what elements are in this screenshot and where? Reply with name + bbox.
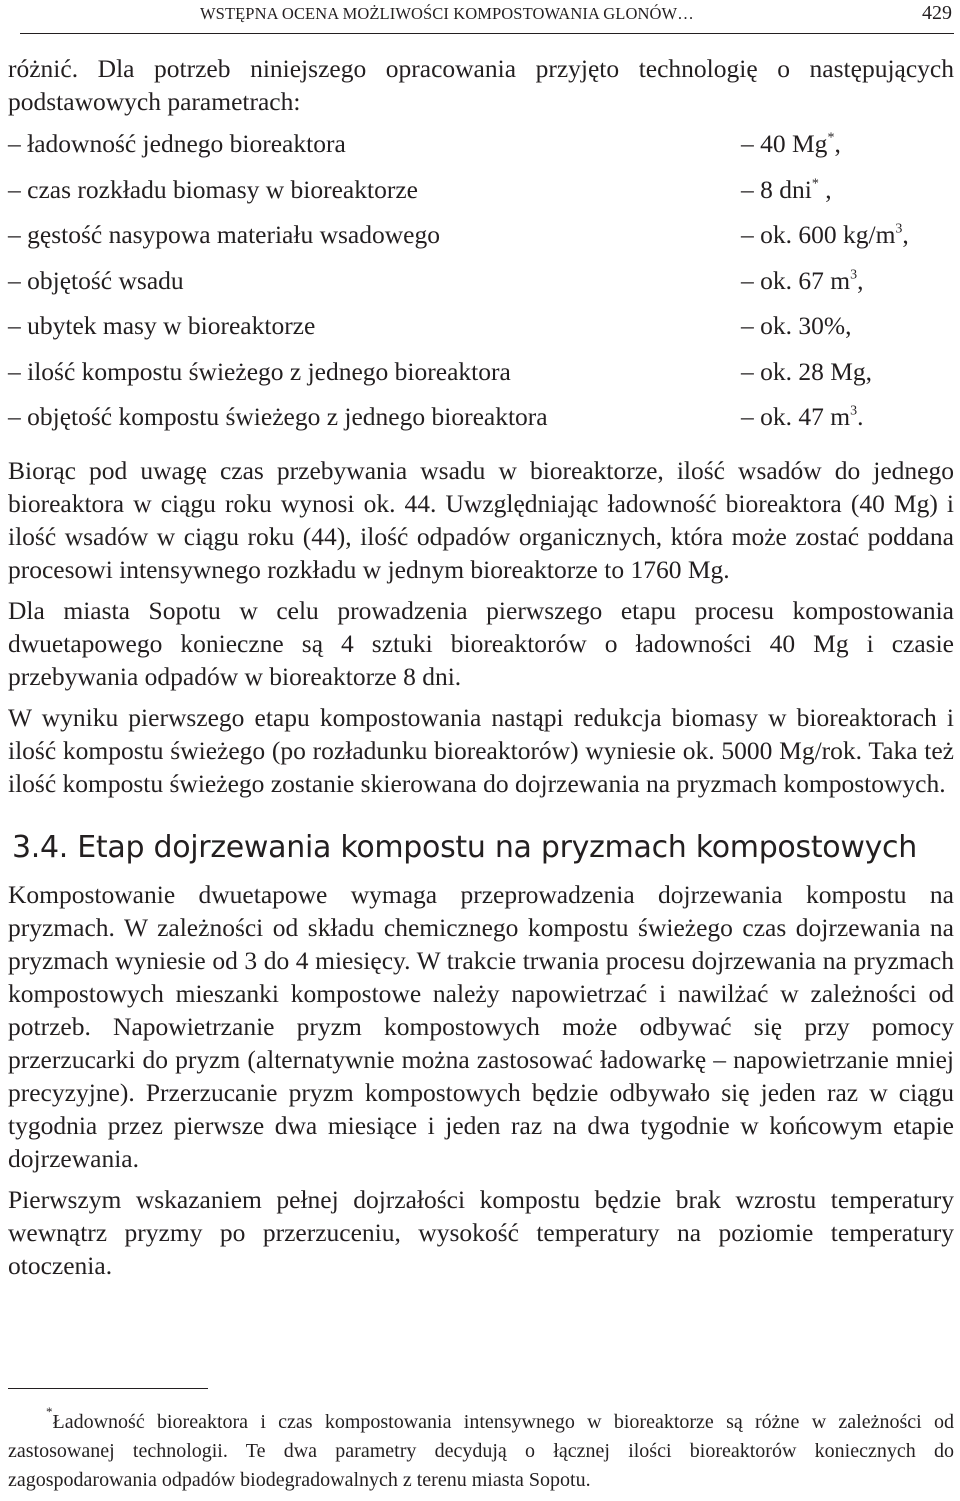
parameter-value — [741, 355, 872, 388]
parameter-value — [741, 218, 909, 251]
parameter-value — [741, 127, 841, 160]
parameter-value — [741, 400, 863, 433]
section-paragraph-maturity: Pierwszym wskazaniem pełnej dojrzałości kompostu będzie brak wzrostu temperatury wewnątrz pryzmy po przerzuceniu, wysokość temperatury na poziomie temperatury otoczenia. — [8, 1184, 954, 1280]
parameter-label: – objętość kompostu świeżego z jednego bioreaktora — [8, 402, 548, 431]
parameter-value-text: – ok. 47 m — [741, 402, 851, 431]
page-header — [0, 4, 960, 30]
parameter-list — [8, 127, 954, 446]
intro-paragraph: różnić. Dla potrzeb niniejszego opracowania przyjęto technologię o następujących podstawowych parametrach: — [8, 54, 954, 116]
header-rule — [20, 33, 954, 34]
parameter-value — [741, 309, 852, 342]
parameter-value — [741, 173, 832, 206]
parameter-row — [8, 309, 954, 355]
footnote — [8, 1404, 954, 1495]
section-paragraph-maturation: Kompostowanie dwuetapowe wymaga przeprowadzenia dojrzewania kompostu na pryzmach. W zależności od składu chemicznego kompostu świeżego czas dojrzewania na pryzmach wyniesie od 3 do 4 miesięcy. W trakcie trwania procesu dojrzewania na pryzmach kompostowych mieszanki kompostowe należy napowietrzać i nawilżać w zależności od potrzeb. Napowietrzanie pryzm kompostowych może odbywać się przy pomocy przerzucarki do pryzm (alternatywnie można zastosować ładowarkę – napowietrzanie mniej precyzyjne). Przerzucanie pryzm kompostowych będzie odbywało się jeden raz w ciągu tygodnia przez pierwsze dwa miesiące i jeden raz na dwa tygodnie w końcowym etapie dojrzewania. — [8, 879, 954, 1173]
section-heading: 3.4. Etap dojrzewania kompostu na pryzmach kompostowych — [12, 829, 917, 865]
parameter-value-punctuation: , — [902, 220, 909, 249]
parameter-label: – objętość wsadu — [8, 265, 184, 295]
parameter-value-text: – ok. 28 Mg, — [741, 356, 873, 386]
parameter-value-superscript: 3 — [850, 267, 858, 282]
parameter-row — [8, 218, 954, 264]
parameter-value-text: – ok. 30%, — [741, 311, 852, 340]
parameter-value-text: – 40 Mg — [741, 129, 828, 158]
parameter-label: – czas rozkładu biomasy w bioreaktorze — [8, 174, 418, 204]
parameter-value — [741, 264, 863, 297]
parameter-value-text: – 8 dni — [741, 174, 812, 204]
running-head: WSTĘPNA OCENA MOŻLIWOŚCI KOMPOSTOWANIA GLONÓW… — [200, 4, 694, 23]
parameter-value-punctuation: . — [857, 402, 864, 431]
parameter-row — [8, 355, 954, 401]
parameter-label: – ładowność jednego bioreaktora — [8, 129, 346, 158]
parameter-value-punctuation: , — [834, 129, 841, 158]
parameter-value-superscript: 3 — [895, 221, 903, 237]
footnote-mark: * — [46, 1404, 53, 1420]
paragraph-sopot: Dla miasta Sopotu w celu prowadzenia pierwszego etapu procesu kompostowania dwuetapowego konieczne są 4 sztuki bioreaktorów o ładowności 40 Mg i czasie przebywania odpadów w bioreaktorze 8 dni. — [8, 595, 954, 691]
parameter-row — [8, 400, 954, 446]
parameter-label: – ubytek masy w bioreaktorze — [8, 311, 316, 340]
parameter-value-superscript: * — [827, 130, 835, 146]
paragraph-batches: Biorąc pod uwagę czas przebywania wsadu w bioreaktorze, ilość wsadów do jednego bioreaktora w ciągu roku wynosi ok. 44. Uwzględniając ładowność bioreaktora (40 Mg) i ilość wsadów w ciągu roku (44), ilość odpadów organicznych, która może zostać poddana procesowi intensywnego rozkładu w jednym bioreaktorze to 1760 Mg. — [8, 455, 954, 584]
parameter-label: – gęstość nasypowa materiału wsadowego — [8, 220, 440, 249]
parameter-row — [8, 264, 954, 310]
parameter-row — [8, 173, 954, 219]
parameter-row — [8, 127, 954, 173]
parameter-value-superscript: 3 — [850, 403, 858, 419]
parameter-value-punctuation: , — [818, 174, 832, 204]
paragraph-reduction: W wyniku pierwszego etapu kompostowania nastąpi redukcja biomasy w bioreaktorach i ilość kompostu świeżego (po rozładunku bioreaktorów) wyniesie ok. 5000 Mg/rok. Taka też ilość kompostu świeżego zostanie skierowana do dojrzewania na pryzmach kompostowych. — [8, 702, 954, 798]
parameter-value-superscript: * — [811, 176, 819, 191]
parameter-label: – ilość kompostu świeżego z jednego bioreaktora — [8, 356, 511, 386]
page-number: 429 — [922, 2, 952, 24]
page-body — [8, 52, 954, 1282]
parameter-value-text: – ok. 600 kg/m — [741, 220, 896, 249]
footnote-rule — [8, 1388, 208, 1389]
footnote-text: Ładowność bioreaktora i czas kompostowania intensywnego w bioreaktorze są różne w zależności od zastosowanej technologii. Te dwa parametry decydują o łącznej ilości bioreaktorów koniecznych do zagospodarowania odpadów biodegradowalnych z terenu miasta Sopotu. — [8, 1411, 954, 1491]
parameter-value-text: – ok. 67 m — [741, 265, 851, 295]
parameter-value-punctuation: , — [857, 265, 864, 295]
